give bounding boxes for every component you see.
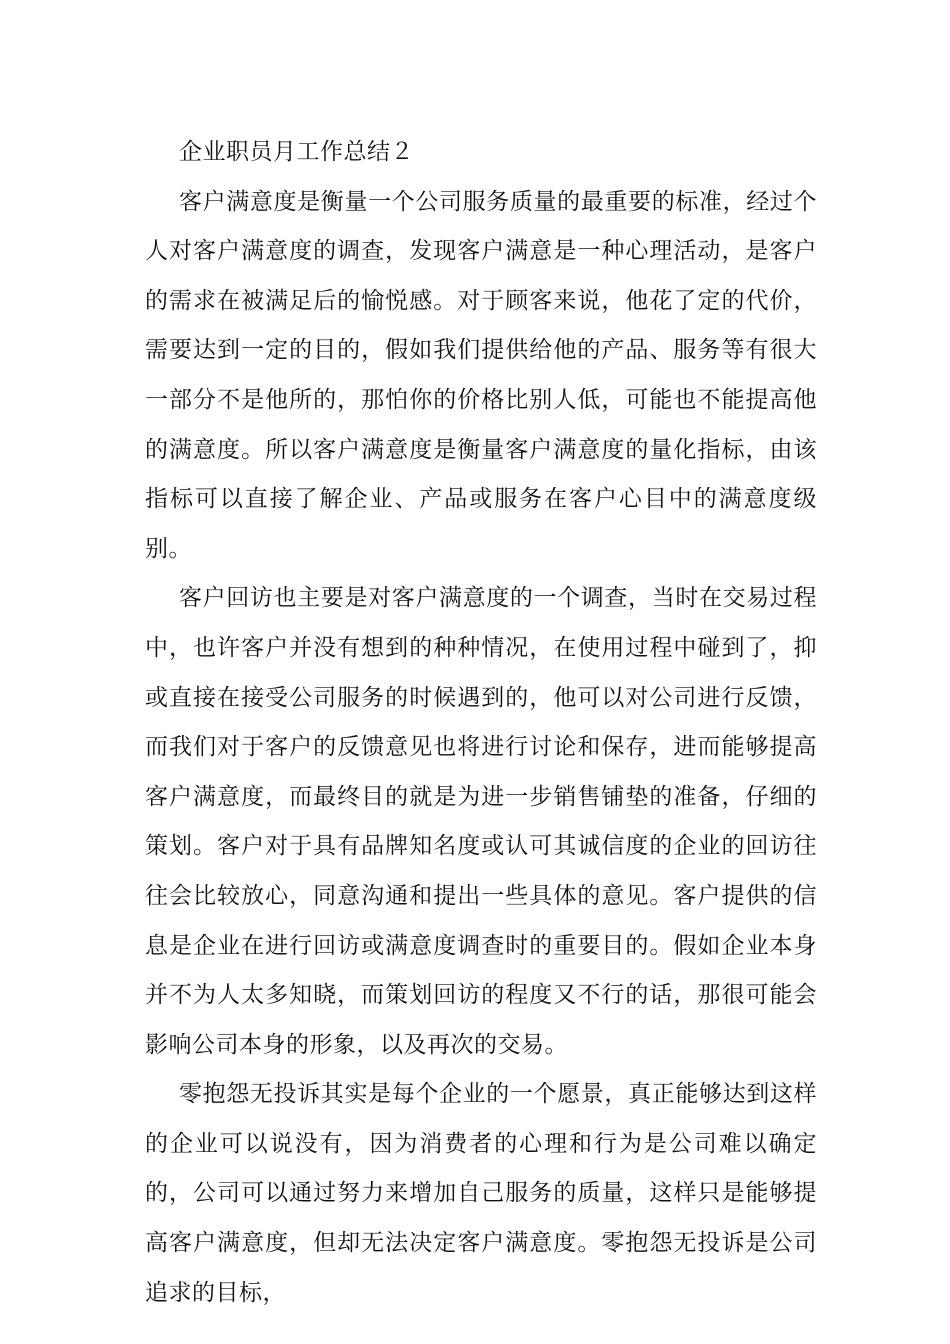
document-title: 企业职员月工作总结２ <box>179 139 414 165</box>
paragraph-customer-satisfaction: 客户满意度是衡量一个公司服务质量的最重要的标准，经过个人对客户满意度的调查，发现客户满意是一种心理活动，是客户的需求在被满足后的愉悦感。对于顾客来说，他花了定的代价，需要达到一定的目的，假如我们提供给他的产品、服务等有很大一部分不是他所的，那怕你的价格比别人低，可能也不能提高他的满意度。所以客户满意度是衡量客户满意度的量化指标，由该指标可以直接了解企业、产品或服务在客户心目中的满意度级别。 <box>145 188 817 562</box>
paragraph-customer-followup: 客户回访也主要是对客户满意度的一个调查，当时在交易过程中，也许客户并没有想到的种种情况，在使用过程中碰到了，抑或直接在接受公司服务的时候遇到的，他可以对公司进行反馈，而我们对于客户的反馈意见也将进行讨论和保存，进而能够提高客户满意度，而最终目的就是为进一步销售铺垫的准备，仔细的策划。客户对于具有品牌知名度或认可其诚信度的企业的回访往往会比较放心，同意沟通和提出一些具体的意见。客户提供的信息是企业在进行回访或满意度调查时的重要目的。假如企业本身并不为人太多知晓，而策划回访的程度又不行的话，那很可能会影响公司本身的形象，以及再次的交易。 <box>145 585 817 1058</box>
document-body <box>145 128 817 1318</box>
paragraph-zero-complaints: 零抱怨无投诉其实是每个企业的一个愿景，真正能够达到这样的企业可以说没有，因为消费者的心理和行为是公司难以确定的，公司可以通过努力来增加自己服务的质量，这样只是能够提高客户满意度，但却无法决定客户满意度。零抱怨无投诉是公司追求的目标， <box>145 1081 817 1306</box>
